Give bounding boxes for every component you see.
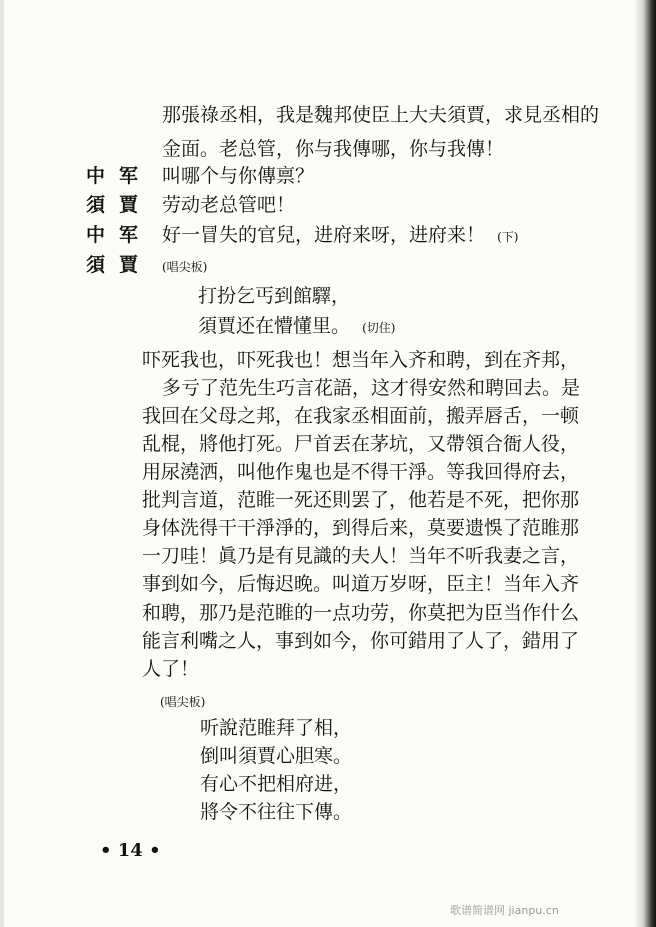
verse-line-6: 將令不往往下傳。: [200, 801, 353, 823]
text-line-2: 金面。老总管，你与我傳哪，你与我傳！: [162, 138, 505, 160]
text-line-5-speech: 好一冒失的官兒，进府来呀，进府来！: [162, 224, 486, 246]
stage-direction-cut: (切住): [362, 321, 396, 335]
stage-direction-exit: (下): [497, 230, 519, 244]
speaker-xujia-1: 須賈: [86, 194, 153, 216]
monologue-line-7: 身体洗得干干淨淨的，到得后来，莫要遗悞了范睢那: [142, 517, 580, 539]
monologue-line-8: 一刀哇！眞乃是有見識的夫人！当年不听我妻之言，: [142, 545, 580, 567]
monologue-line-12: 人了！: [142, 658, 200, 680]
monologue-line-4: 乱棍，將他打死。尸首丟在茅坑，又帶領合衙人役，: [142, 433, 580, 455]
text-line-3: 叫哪个与你傳禀？: [162, 165, 315, 187]
text-line-1: 那張祿丞相，我是魏邦使臣上大夫須賈，求見丞相的: [162, 104, 600, 126]
page-number: • 14 •: [100, 840, 161, 861]
verse-line-4: 倒叫須賈心胆寒。: [200, 745, 353, 767]
speaker-xujia-2: 須賈: [86, 254, 153, 276]
verse-line-3: 听說范睢拜了相，: [200, 717, 353, 739]
text-line-5: [162, 223, 518, 249]
verse-line-2-text: 須賈还在懵懂里。: [198, 315, 351, 337]
monologue-line-3: 我回在父母之邦，在我家丞相面前，搬弄唇舌，一顿: [142, 405, 580, 427]
verse-line-1: 打扮乞丐到館驛，: [198, 285, 351, 307]
stage-direction-sing-2: (唱尖板): [160, 695, 206, 709]
stage-direction-sing-1: (唱尖板): [162, 260, 208, 274]
monologue-line-6: 批判言道，范睢一死还則罢了，他若是不死，把你那: [142, 489, 580, 511]
site-watermark: 歌谱简谱网 jianpu.cn: [450, 904, 559, 917]
speaker-zhongjun-1: 中军: [86, 165, 153, 187]
monologue-line-9: 事到如今，后悔迟晚。叫道万岁呀，臣主！当年入齐: [142, 573, 580, 595]
page-right-edge-shadow: [634, 0, 656, 927]
speaker-zhongjun-2: 中军: [86, 224, 153, 246]
monologue-line-5: 用尿澆洒，叫他作鬼也是不得干淨。等我回得府去，: [142, 461, 580, 483]
monologue-line-1: 吓死我也，吓死我也！想当年入齐和聘，到在齐邦，: [142, 349, 580, 371]
verse-line-5: 有心不把相府进，: [200, 773, 353, 795]
monologue-line-2: 多亏了范先生巧言花語，这才得安然和聘回去。是: [162, 377, 581, 399]
monologue-line-11: 能言利嘴之人，事到如今，你可錯用了人了，錯用了: [142, 630, 580, 652]
monologue-line-10: 和聘，那乃是范睢的一点功劳，你莫把为臣当作什么: [142, 602, 580, 624]
verse-line-2: [198, 314, 395, 340]
page-left-edge: [0, 0, 4, 927]
text-line-4: 劳动老总管吧！: [162, 194, 296, 216]
